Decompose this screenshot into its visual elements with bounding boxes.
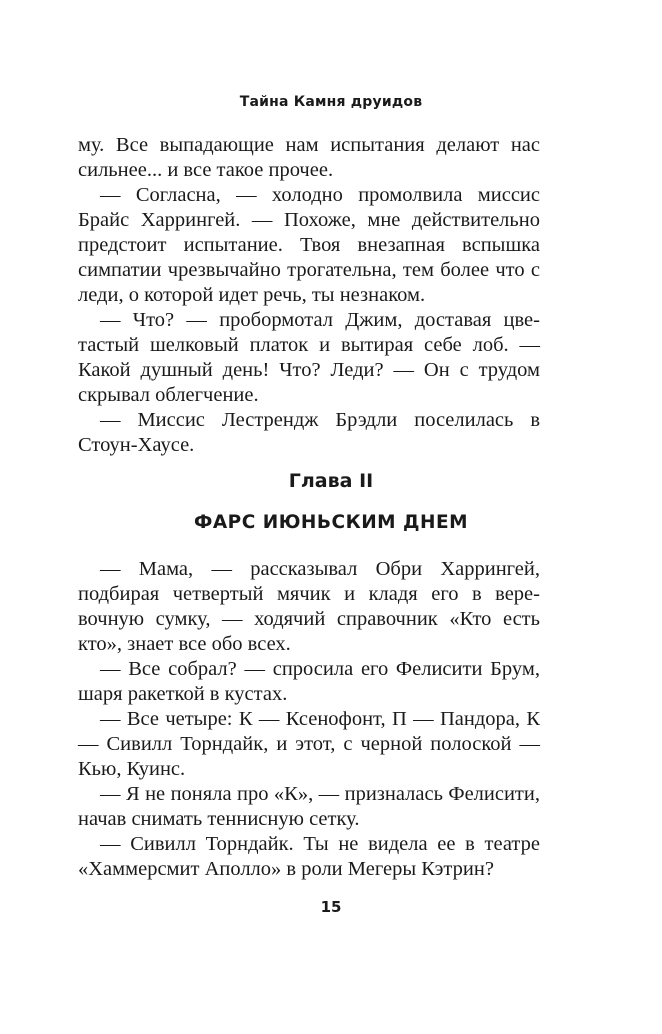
chapter-title: ФАРС ИЮНЬСКИМ ДНЕМ xyxy=(193,512,469,533)
text-block-top xyxy=(78,133,540,458)
paragraph: — Все четыре: К — Ксенофонт, П — Пандора, К — Сивилл Торндайк, и этот, с черной полоской — Кью, Куинс. xyxy=(78,708,540,780)
paragraph: — Я не поняла про «К», — призналась Фелисити, начав снимать теннисную сетку. xyxy=(78,783,540,830)
paragraph: — Что? — пробормотал Джим, доставая цветастый шелковый платок и вытирая себе лоб. — Какой душный день! Что? Леди? — Он с трудом скрывал облегчение. xyxy=(78,309,540,406)
paragraph: — Согласна, — холодно промолвила миссис Брайс Харрингей. — Похоже, мне действительно предстоит испытание. Твоя внезапная вспышка симпатии чрезвычайно трогательна, тем более что с леди, о которой идет речь, ты незнаком. xyxy=(78,184,540,306)
paragraph: — Миссис Лестрендж Брэдли поселилась в Стоун-Хаусе. xyxy=(78,409,540,456)
paragraph: — Все собрал? — спросила его Фелисити Брум, шаря ракеткой в кустах. xyxy=(78,658,540,705)
chapter-number: Глава II xyxy=(288,470,374,492)
paragraph: — Мама, — рассказывал Обри Харрингей, подбирая четвертый мячик и кладя его в веревочную сумку, — ходячий справочник «Кто есть кто», знает все обо всех. xyxy=(78,558,540,655)
running-head: Тайна Камня друидов xyxy=(239,94,423,110)
paragraph: му. Все выпадающие нам испытания делают нас сильнее... и все такое прочее. xyxy=(78,134,540,181)
paragraph: — Сивилл Торндайк. Ты не видела ее в театре «Хаммерсмит Аполло» в роли Мегеры Кэтрин? xyxy=(78,833,540,880)
text-block-bottom xyxy=(78,557,540,882)
page-number: 15 xyxy=(320,898,342,916)
